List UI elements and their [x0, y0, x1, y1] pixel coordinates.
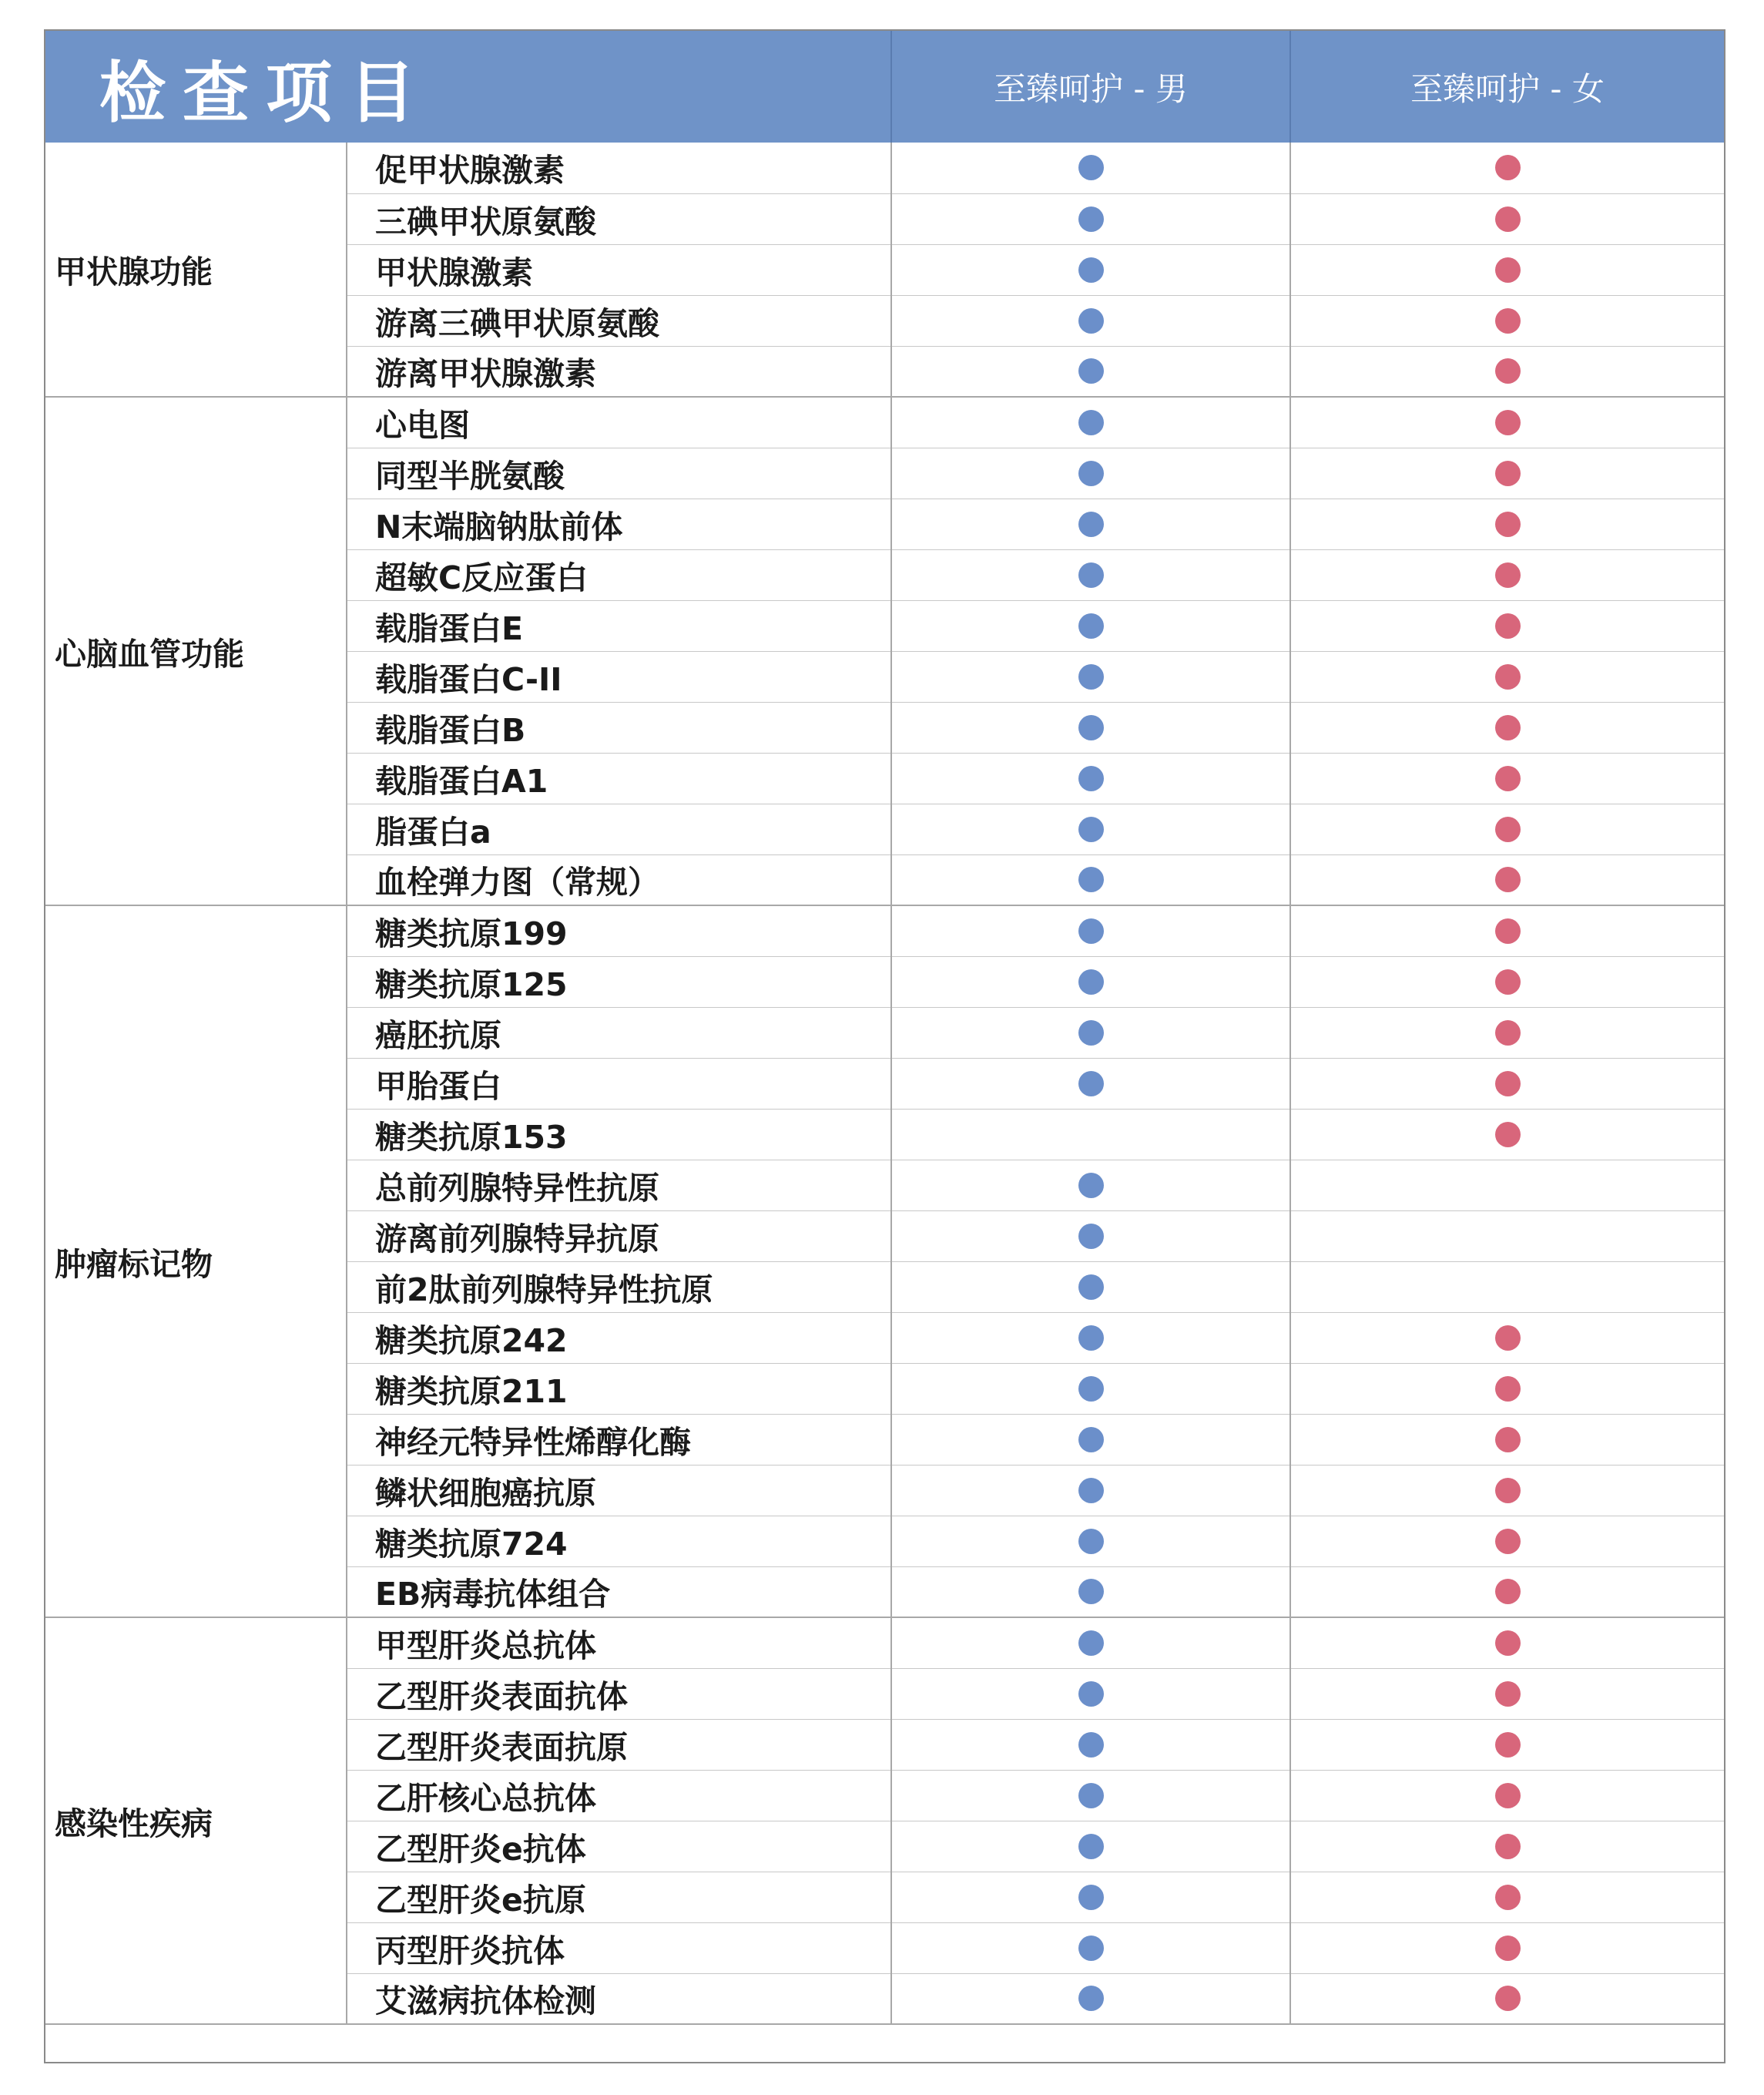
male-inclusion-cell: [891, 1922, 1290, 1973]
male-included-dot-icon: [1078, 1020, 1104, 1046]
female-inclusion-cell: [1290, 702, 1724, 753]
male-inclusion-cell: [891, 854, 1290, 905]
male-included-dot-icon: [1078, 664, 1104, 690]
exam-item-name: 乙肝核心总抗体: [347, 1770, 891, 1821]
female-inclusion-cell: [1290, 1872, 1724, 1922]
female-inclusion-cell: [1290, 499, 1724, 549]
male-included-dot-icon: [1078, 1936, 1104, 1961]
exam-item-name: 糖类抗原211: [347, 1363, 891, 1414]
exam-item-name: N末端脑钠肽前体: [347, 499, 891, 549]
female-inclusion-cell: [1290, 1973, 1724, 2024]
male-included-dot-icon: [1078, 562, 1104, 588]
female-inclusion-cell: [1290, 1770, 1724, 1821]
male-inclusion-cell: [891, 1821, 1290, 1872]
plan-female-header: 至臻呵护 - 女: [1290, 31, 1724, 143]
male-inclusion-cell: [891, 1210, 1290, 1261]
male-included-dot-icon: [1078, 155, 1104, 180]
exam-item-name: 超敏C反应蛋白: [347, 549, 891, 600]
female-inclusion-cell: [1290, 753, 1724, 804]
exam-item-name: 艾滋病抗体检测: [347, 1973, 891, 2024]
exam-item-name: 游离前列腺特异抗原: [347, 1210, 891, 1261]
male-inclusion-cell: [891, 905, 1290, 956]
female-included-dot-icon: [1495, 1986, 1521, 2011]
female-included-dot-icon: [1495, 358, 1521, 384]
exam-item-name: 促甲状腺激素: [347, 143, 891, 193]
female-inclusion-cell: [1290, 295, 1724, 346]
male-included-dot-icon: [1078, 410, 1104, 435]
female-included-dot-icon: [1495, 1427, 1521, 1452]
female-inclusion-cell: [1290, 956, 1724, 1007]
table-header-row: [45, 31, 1724, 143]
male-inclusion-cell: [891, 804, 1290, 854]
category-label: 感染性疾病: [45, 1617, 347, 2024]
male-included-dot-icon: [1078, 918, 1104, 944]
male-inclusion-cell: [891, 1770, 1290, 1821]
female-included-dot-icon: [1495, 1325, 1521, 1351]
male-inclusion-cell: [891, 448, 1290, 499]
male-included-dot-icon: [1078, 257, 1104, 283]
female-included-dot-icon: [1495, 308, 1521, 334]
female-included-dot-icon: [1495, 867, 1521, 892]
female-inclusion-cell: [1290, 1516, 1724, 1566]
female-inclusion-cell: [1290, 1668, 1724, 1719]
male-included-dot-icon: [1078, 461, 1104, 486]
female-included-dot-icon: [1495, 1936, 1521, 1961]
male-included-dot-icon: [1078, 1071, 1104, 1096]
male-included-dot-icon: [1078, 1986, 1104, 2011]
female-included-dot-icon: [1495, 257, 1521, 283]
female-included-dot-icon: [1495, 613, 1521, 639]
exam-item-name: 乙型肝炎e抗体: [347, 1821, 891, 1872]
female-included-dot-icon: [1495, 1071, 1521, 1096]
female-inclusion-cell: [1290, 1109, 1724, 1160]
male-inclusion-cell: [891, 1516, 1290, 1566]
female-inclusion-cell: [1290, 600, 1724, 651]
male-inclusion-cell: [891, 753, 1290, 804]
male-included-dot-icon: [1078, 1224, 1104, 1249]
male-included-dot-icon: [1078, 1579, 1104, 1604]
exam-item-name: 甲状腺激素: [347, 244, 891, 295]
female-included-dot-icon: [1495, 155, 1521, 180]
male-inclusion-cell: [891, 1465, 1290, 1516]
category-label: 心脑血管功能: [45, 397, 347, 905]
male-included-dot-icon: [1078, 1630, 1104, 1656]
male-inclusion-cell: [891, 1668, 1290, 1719]
male-inclusion-cell: [891, 702, 1290, 753]
male-inclusion-cell: [891, 1312, 1290, 1363]
female-included-dot-icon: [1495, 512, 1521, 537]
male-included-dot-icon: [1078, 358, 1104, 384]
exam-item-name: 脂蛋白a: [347, 804, 891, 854]
male-inclusion-cell: [891, 1872, 1290, 1922]
female-included-dot-icon: [1495, 1376, 1521, 1402]
exam-item-name: 载脂蛋白C-II: [347, 651, 891, 702]
exam-item-name: 甲型肝炎总抗体: [347, 1617, 891, 1668]
exam-item-name: 乙型肝炎e抗原: [347, 1872, 891, 1922]
female-inclusion-cell: [1290, 804, 1724, 854]
female-inclusion-cell: [1290, 651, 1724, 702]
male-inclusion-cell: [891, 397, 1290, 448]
table-row: [45, 905, 1724, 956]
female-included-dot-icon: [1495, 1122, 1521, 1147]
female-included-dot-icon: [1495, 1834, 1521, 1859]
male-inclusion-cell: [891, 244, 1290, 295]
male-inclusion-cell: [891, 1007, 1290, 1058]
female-inclusion-cell: [1290, 1821, 1724, 1872]
table-row: [45, 143, 1724, 193]
female-inclusion-cell: [1290, 1160, 1724, 1210]
exam-item-name: EB病毒抗体组合: [347, 1566, 891, 1617]
male-inclusion-cell: [891, 651, 1290, 702]
male-included-dot-icon: [1078, 715, 1104, 740]
male-inclusion-cell: [891, 295, 1290, 346]
female-inclusion-cell: [1290, 1058, 1724, 1109]
plan-male-header: 至臻呵护 - 男: [891, 31, 1290, 143]
exam-item-name: 神经元特异性烯醇化酶: [347, 1414, 891, 1465]
female-inclusion-cell: [1290, 1007, 1724, 1058]
male-inclusion-cell: [891, 1363, 1290, 1414]
female-included-dot-icon: [1495, 1478, 1521, 1503]
female-inclusion-cell: [1290, 1465, 1724, 1516]
female-inclusion-cell: [1290, 1261, 1724, 1312]
male-included-dot-icon: [1078, 512, 1104, 537]
exam-item-name: 同型半胱氨酸: [347, 448, 891, 499]
male-included-dot-icon: [1078, 1732, 1104, 1758]
male-inclusion-cell: [891, 499, 1290, 549]
exam-item-name: 载脂蛋白B: [347, 702, 891, 753]
male-inclusion-cell: [891, 1719, 1290, 1770]
male-inclusion-cell: [891, 600, 1290, 651]
exam-item-name: 糖类抗原724: [347, 1516, 891, 1566]
female-included-dot-icon: [1495, 461, 1521, 486]
female-inclusion-cell: [1290, 854, 1724, 905]
male-inclusion-cell: [891, 143, 1290, 193]
female-included-dot-icon: [1495, 1885, 1521, 1910]
exam-item-name: 甲胎蛋白: [347, 1058, 891, 1109]
exam-item-name: 乙型肝炎表面抗原: [347, 1719, 891, 1770]
male-included-dot-icon: [1078, 867, 1104, 892]
male-included-dot-icon: [1078, 766, 1104, 791]
female-included-dot-icon: [1495, 1020, 1521, 1046]
male-included-dot-icon: [1078, 969, 1104, 995]
male-inclusion-cell: [891, 1973, 1290, 2024]
female-inclusion-cell: [1290, 346, 1724, 397]
female-included-dot-icon: [1495, 206, 1521, 232]
exam-item-name: 糖类抗原242: [347, 1312, 891, 1363]
male-included-dot-icon: [1078, 1783, 1104, 1808]
table-body: [45, 143, 1724, 2024]
exam-item-name: 鳞状细胞癌抗原: [347, 1465, 891, 1516]
exam-item-name: 三碘甲状原氨酸: [347, 193, 891, 244]
male-included-dot-icon: [1078, 1681, 1104, 1707]
female-included-dot-icon: [1495, 715, 1521, 740]
exam-items-table: [45, 31, 1724, 2025]
male-included-dot-icon: [1078, 1478, 1104, 1503]
male-included-dot-icon: [1078, 817, 1104, 842]
female-included-dot-icon: [1495, 817, 1521, 842]
male-inclusion-cell: [891, 1058, 1290, 1109]
exam-item-name: 糖类抗原199: [347, 905, 891, 956]
female-included-dot-icon: [1495, 918, 1521, 944]
female-inclusion-cell: [1290, 448, 1724, 499]
female-inclusion-cell: [1290, 1566, 1724, 1617]
female-inclusion-cell: [1290, 143, 1724, 193]
exam-item-name: 血栓弹力图（常规）: [347, 854, 891, 905]
male-included-dot-icon: [1078, 1885, 1104, 1910]
male-inclusion-cell: [891, 193, 1290, 244]
female-inclusion-cell: [1290, 1414, 1724, 1465]
category-label: 甲状腺功能: [45, 143, 347, 397]
exam-item-name: 总前列腺特异性抗原: [347, 1160, 891, 1210]
female-inclusion-cell: [1290, 244, 1724, 295]
exam-item-name: 游离三碘甲状原氨酸: [347, 295, 891, 346]
male-inclusion-cell: [891, 346, 1290, 397]
male-included-dot-icon: [1078, 613, 1104, 639]
male-included-dot-icon: [1078, 1376, 1104, 1402]
exam-items-table-container: [44, 29, 1725, 2063]
female-inclusion-cell: [1290, 1312, 1724, 1363]
male-included-dot-icon: [1078, 1427, 1104, 1452]
exam-item-name: 心电图: [347, 397, 891, 448]
female-inclusion-cell: [1290, 193, 1724, 244]
female-included-dot-icon: [1495, 1732, 1521, 1758]
exam-item-name: 乙型肝炎表面抗体: [347, 1668, 891, 1719]
exam-item-name: 丙型肝炎抗体: [347, 1922, 891, 1973]
table-row: [45, 1617, 1724, 1668]
female-inclusion-cell: [1290, 1719, 1724, 1770]
exam-item-name: 载脂蛋白E: [347, 600, 891, 651]
male-included-dot-icon: [1078, 1529, 1104, 1554]
male-inclusion-cell: [891, 1617, 1290, 1668]
male-included-dot-icon: [1078, 1173, 1104, 1198]
female-inclusion-cell: [1290, 1210, 1724, 1261]
male-inclusion-cell: [891, 956, 1290, 1007]
male-inclusion-cell: [891, 549, 1290, 600]
male-inclusion-cell: [891, 1261, 1290, 1312]
female-inclusion-cell: [1290, 1617, 1724, 1668]
male-inclusion-cell: [891, 1160, 1290, 1210]
female-included-dot-icon: [1495, 664, 1521, 690]
female-included-dot-icon: [1495, 766, 1521, 791]
male-included-dot-icon: [1078, 206, 1104, 232]
female-inclusion-cell: [1290, 1922, 1724, 1973]
female-included-dot-icon: [1495, 562, 1521, 588]
female-inclusion-cell: [1290, 549, 1724, 600]
male-included-dot-icon: [1078, 1325, 1104, 1351]
female-inclusion-cell: [1290, 1363, 1724, 1414]
exam-item-name: 癌胚抗原: [347, 1007, 891, 1058]
male-included-dot-icon: [1078, 1274, 1104, 1300]
exam-item-name: 糖类抗原125: [347, 956, 891, 1007]
table-row: [45, 397, 1724, 448]
female-inclusion-cell: [1290, 905, 1724, 956]
exam-item-name: 游离甲状腺激素: [347, 346, 891, 397]
exam-item-name: 前2肽前列腺特异性抗原: [347, 1261, 891, 1312]
male-inclusion-cell: [891, 1414, 1290, 1465]
male-included-dot-icon: [1078, 308, 1104, 334]
exam-item-name: 糖类抗原153: [347, 1109, 891, 1160]
female-included-dot-icon: [1495, 1630, 1521, 1656]
female-included-dot-icon: [1495, 1529, 1521, 1554]
exam-item-name: 载脂蛋白A1: [347, 753, 891, 804]
female-included-dot-icon: [1495, 1579, 1521, 1604]
male-included-dot-icon: [1078, 1834, 1104, 1859]
female-included-dot-icon: [1495, 1681, 1521, 1707]
male-inclusion-cell: [891, 1566, 1290, 1617]
male-inclusion-cell: [891, 1109, 1290, 1160]
table-title: 检查项目: [45, 31, 891, 143]
female-included-dot-icon: [1495, 410, 1521, 435]
category-label: 肿瘤标记物: [45, 905, 347, 1617]
female-included-dot-icon: [1495, 1783, 1521, 1808]
female-included-dot-icon: [1495, 969, 1521, 995]
female-inclusion-cell: [1290, 397, 1724, 448]
